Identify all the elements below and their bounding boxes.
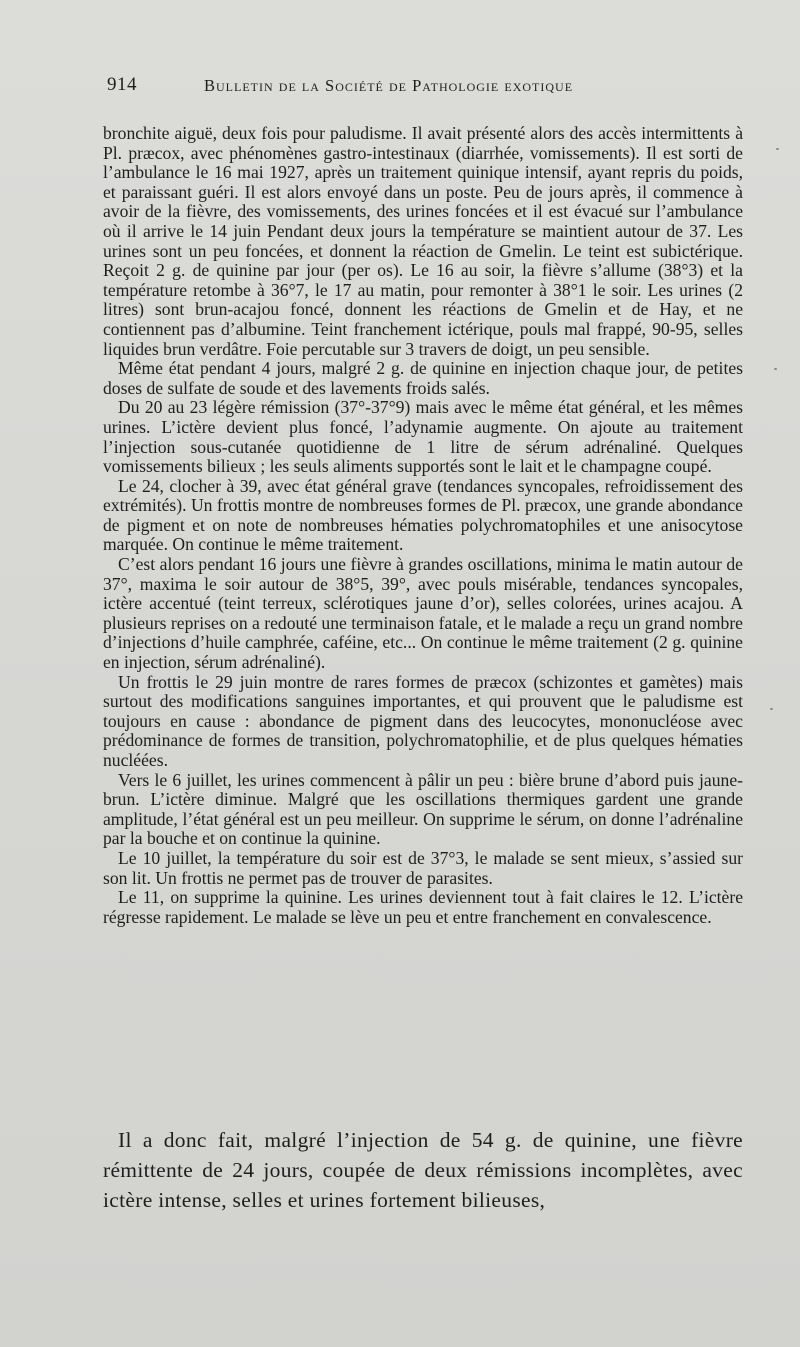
page-header — [107, 74, 667, 102]
paragraph: Du 20 au 23 légère rémission (37°-37°9) mais avec le même état général, et les mêmes urines. L’ictère devient plus foncé, l’adynamie augmente. On ajoute au traitement l’injection sous-cutanée quotidienne de 1 litre de sérum adrénaliné. Quelques vomissements bilieux ; les seuls aliments supportés sont le lait et le champagne coupé. — [103, 397, 743, 477]
paragraph: Le 24, clocher à 39, avec état général grave (tendances syncopales, refroidissement des extrémités). Un frottis montre de nombreuses formes de Pl. præcox, une grande abondance de pigment et on note de nombreuses hématies polychromatophiles et une anisocytose marquée. On continue le même traitement. — [103, 475, 743, 555]
paragraph: Même état pendant 4 jours, malgré 2 g. de quinine en injection chaque jour, de petites doses de sulfate de soude et des lavements froids salés. — [103, 358, 743, 398]
paragraph: C’est alors pendant 16 jours une fièvre à grandes oscillations, minima le matin autour de 37°, maxima le soir autour de 38°5, 39°, avec pouls misérable, tendances syncopales, ictère accentué (teint terreux, sclérotiques jaune d’or), selles colorées, urines acajou. A plusieurs reprises on a redouté une terminaison fatale, et le malade a reçu un grand nombre d’injections d’huile camphrée, caféine, etc... On continue le même traitement (2 g. quinine en injection, sérum adrénaliné). — [103, 554, 743, 673]
page-number: 914 — [107, 74, 137, 95]
paragraph: Vers le 6 juillet, les urines commencent à pâlir un peu : bière brune d’abord puis jaune-brun. L’ictère diminue. Malgré que les oscillations thermiques gardent une grande amplitude, l’état général est un peu meilleur. On supprime le sérum, on donne l’adrénaline par la bouche et on continue la quinine. — [103, 769, 743, 849]
scan-speck — [776, 148, 779, 150]
paragraph: Le 11, on supprime la quinine. Les urines deviennent tout à fait claires le 12. L’ictère régresse rapidement. Le malade se lève un peu et entre franchement en convalescence. — [103, 887, 743, 927]
paragraph: Le 10 juillet, la température du soir est de 37°3, le malade se sent mieux, s’assied sur son lit. Un frottis ne permet pas de trouver de parasites. — [103, 847, 743, 888]
conclusion-paragraph: Il a donc fait, malgré l’injection de 54 g. de quinine, une fièvre rémittente de 24 jours, coupée de deux rémissions incomplètes, avec ictère intense, selles et urines fortement bilieuses, — [103, 1128, 743, 1212]
scan-speck — [774, 368, 777, 370]
body-text — [103, 124, 743, 927]
paragraph: Un frottis le 29 juin montre de rares formes de præcox (schizontes et gamètes) mais surtout des modifications sanguines importantes, et qui prouvent que le paludisme est toujours en cause : abondance de pigment dans des leucocytes, mononucléose avec prédominance de formes de transition, polychromatophilie, et de plus quelques hématies nucléées. — [103, 671, 743, 770]
conclusion-block — [103, 1125, 743, 1215]
running-title: Bulletin de la Société de Pathologie exotique — [204, 76, 574, 95]
scan-speck — [770, 708, 773, 710]
paragraph-continuation: bronchite aiguë, deux fois pour paludisme. Il avait présenté alors des accès intermittents à Pl. præcox, avec phénomènes gastro-intestinaux (diarrhée, vomissements). Il est sorti de l’ambulance le 16 mai 1927, après un traitement quinique intensif, ayant repris du poids, et paraissant guéri. Il est alors envoyé dans un poste. Peu de jours après, il commence à avoir de la fièvre, des vomissements, des urines foncées et il est évacué sur l’ambulance où il arrive le 14 juin Pendant deux jours la température se maintient autour de 37. Les urines sont un peu foncées, et donnent la réaction de Gmelin. Le teint est subictérique. Reçoit 2 g. de quinine par jour (per os). Le 16 au soir, la fièvre s’allume (38°3) et la température retombe à 36°7, le 17 au matin, pour remonter à 38°1 le soir. Les urines (2 litres) sont brun-acajou foncé, donnent les réactions de Gmelin et de Hay, et ne contiennent pas d’albumine. Teint franchement ictérique, pouls mal frappé, 90-95, selles liquides brun verdâtre. Foie percutable sur 3 travers de doigt, un peu sensible. — [103, 123, 743, 359]
